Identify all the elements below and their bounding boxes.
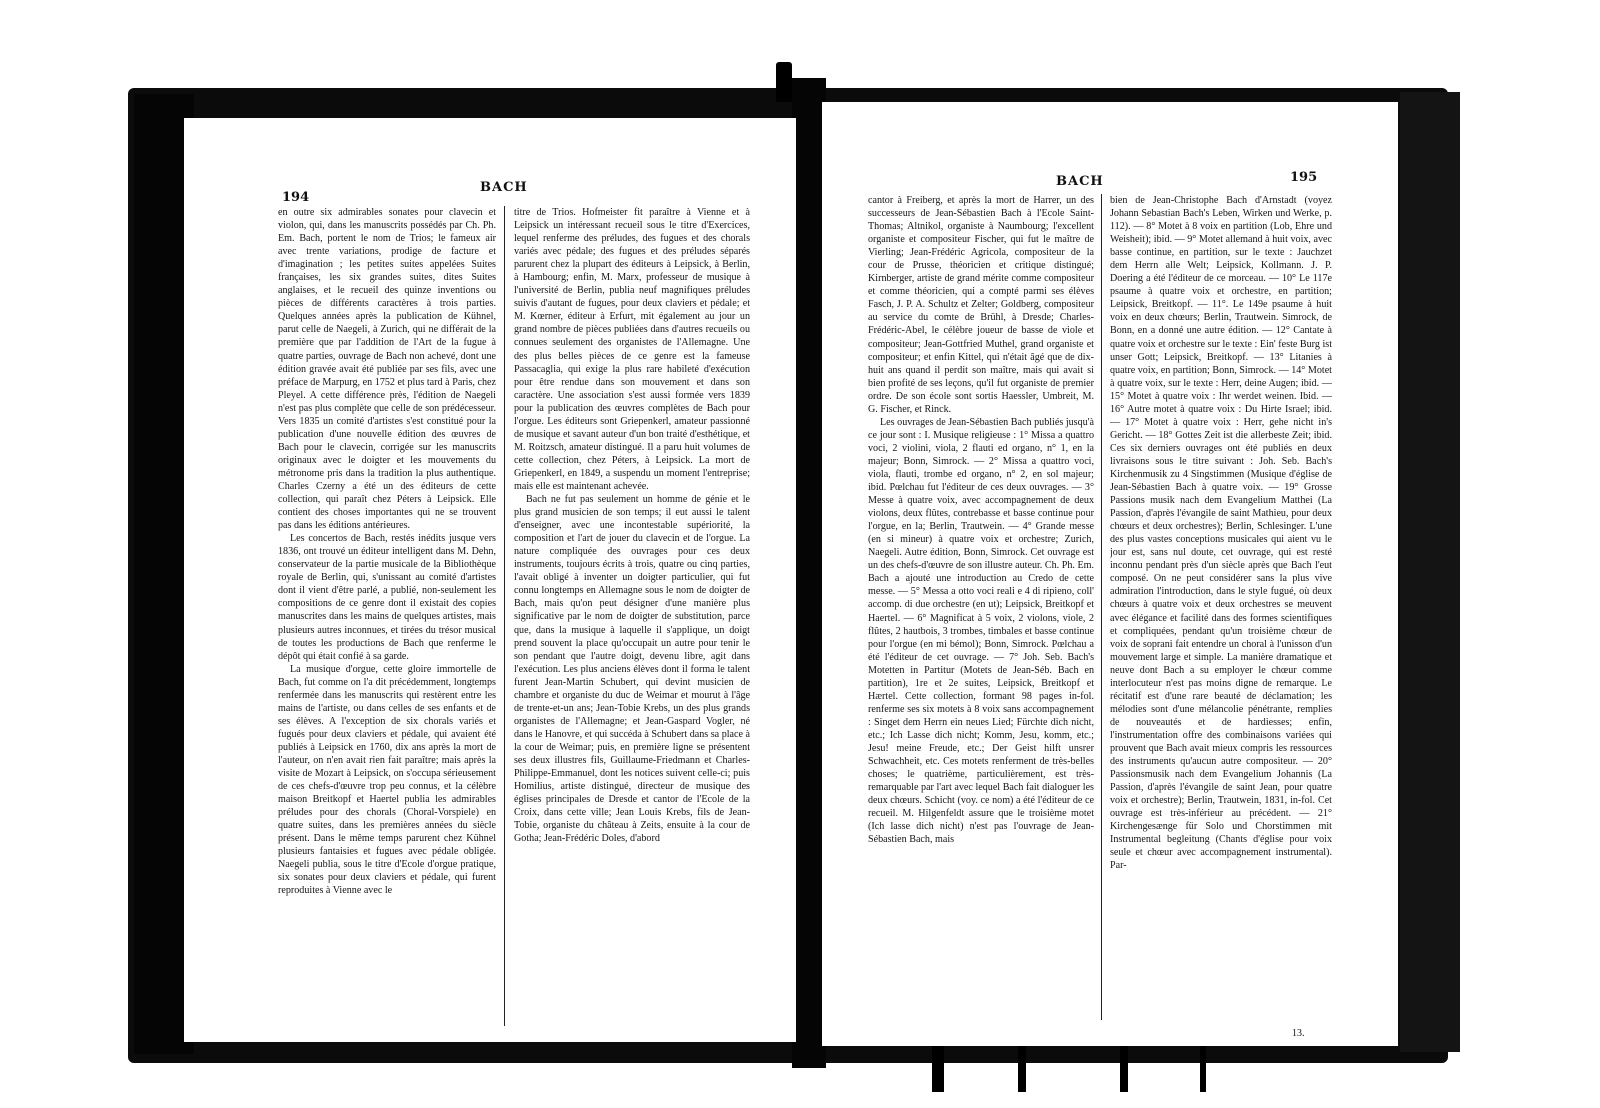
paragraph: titre de Trios. Hofmeister fit paraître à Vienne et à Leipsick un intéressant recueil sous le titre d'Exercices, lequel renferme des préludes, des fugues et des chorals variés avec pédale; des fugues et des préludes séparés parurent chez la plupart des éditeurs à Leipsick, à Berlin, à Hambourg; enfin, M. Marx, professeur de musique à l'université de Berlin, publia neuf magnifiques préludes suivis d'autant de fugues, pour deux claviers et pédale; et M. Kœrner, éditeur à Erfurt, mit également au jour un grand nombre de pièces publiées dans d'autres recueils ou connues seulement des organistes de l'Allemagne. Une des plus belles pièces de ce genre est la fameuse Passacaglia, qui exige la plus rare habileté d'exécution pour être rendue dans son mouvement et dans son caractère. Une association s'est aussi formée vers 1839 pour la publication des œuvres complètes de Bach pour l'orgue. Les éditeurs sont Griepenkerl, amateur passionné de musique et savant auteur d'un bon traité d'esthétique, et M. Roitzsch, amateur distingué. Il a paru huit volumes de cette collection, chez Péters, à Leipsick. La mort de Griepenkerl, en 1849, a suspendu un moment l'entreprise; mais elle est maintenant achevée. [514,207,750,492]
paragraph: La musique d'orgue, cette gloire immortelle de Bach, fut comme on l'a dit précédemment, longtemps renfermée dans les manuscrits qui restèrent entre les mains de l'artiste, ou dans celles de ses enfants et de ses élèves. A l'exception de six chorals variés et fugués pour deux claviers et pédale, qui avaient été publiés à Leipsick en 1760, dix ans après la mort de l'auteur, on n'en avait rien fait paraître; mais après la visite de Mozart à Leipsick, on s'occupa sérieusement de ces chefs-d'œuvre trop peu connus, et la célèbre maison Breitkopf et Haertel publia les admirables préludes pour des chorals (Choral-Vorspiele) en quatre suites, dans les premières années du siècle présent. Dans le même temps parurent chez Kühnel plusieurs fantaisies et fugues avec pédale obligée. Naegeli publia, sous le titre d'Ecole d'orgue pratique, six sonates pour deux claviers et pédale, qui furent reproduites à Vienne avec le [278,663,496,897]
page-number: 194 [282,190,310,205]
paragraph: en outre six admirables sonates pour clavecin et violon, qui, dans les manuscrits possédés par Ch. Ph. Em. Bach, portent le nom de Trios; le fameux air avec trente variations, prodige de facture et d'imagination ; les petites suites appelées Suites françaises, les six grandes suites, dites Suites anglaises, et le recueil des quinze inventions ou pièces de différents caractères à trois parties. Quelques années après la publication de Kühnel, parut celle de Naegeli, à Zurich, qui ne différait de la première que par l'addition de l'Art de la fugue à quatre parties, ouvrage de Bach non achevé, dont une édition gravée avait été publiée par ses fils, avec une préface de Marpurg, en 1752 et plus tard à Paris, chez Pleyel. A cette différence près, l'édition de Naegeli n'est pas plus complète que celle de son prédécesseur. Vers 1835 un comité d'artistes s'est constitué pour la publication d'une nouvelle édition des œuvres de Bach pour le clavecin, corrigée sur les manuscrits originaux avec le doigter et les mouvements du métronome pris dans la tradition la plus authentique. Charles Czerny a été un des éditeurs de cette collection, qui paraît chez Péters à Leipsick. Elle contient des choses importantes qui ne se trouvent pas dans les éditions antérieures. [278,207,496,532]
book-spine [792,78,826,1068]
binding-mark [1200,1040,1206,1092]
paragraph: Bach ne fut pas seulement un homme de génie et le plus grand musicien de son temps; il eut aussi le talent d'enseigner, avec une incontestable supériorité, la composition et l'art de jouer du clavecin et de l'orgue. La nature compliquée des ouvrages pour ces deux instruments, toujours écrits à trois, quatre ou cinq parties, l'avait obligé à inventer un doigter particulier, qui fut connu longtemps en Allemagne sous le nom de doigter de Bach, mais qu'on peut désigner d'une manière plus significative par le nom de doigter de substitution, parce que, dans la musique à laquelle il s'applique, un doigt prend souvent la place qu'occupait un autre pour tenir le son pendant que l'autre doigt, devenu libre, agit dans l'exécution. Les plus anciens élèves dont il forma le talent furent Jean-Martin Schubert, qui devint musicien de chambre et organiste du duc de Weimar et mourut à l'âge de trente-et-un ans; Jean-Tobie Krebs, un des plus grands organistes de l'Allemagne; et Jean-Gaspard Vogler, né dans le Hanovre, et qui succéda à Schubert dans sa place à la cour de Weimar; puis, en première ligne se présentent ses deux illustres fils, Guillaume-Friedmann et Charles-Philippe-Emmanuel, dont les notices suivent celle-ci; puis Homilius, artiste distingué, directeur de musique des églises principales de Dresde et cantor de l'Ecole de la Croix, dans cette ville; Jean Louis Krebs, fils de Jean-Tobie, organiste du château à Zeits, ensuite à la cour de Gotha; Jean-Frédéric Doles, d'abord [514,494,750,845]
left-page [184,118,796,1042]
binding-mark [932,1040,944,1092]
text-column-2 [514,206,750,1040]
signature-mark: 13. [1292,1028,1305,1039]
column-rule [504,206,505,1026]
binding-mark [1120,1040,1128,1092]
text-column-1 [868,194,1094,1024]
paragraph: cantor à Freiberg, et après la mort de Harrer, un des successeurs de Jean-Sébastien Bach à l'Ecole Saint-Thomas; Altnikol, organiste à Naumbourg; l'excellent organiste et compositeur Fischer, qui fut le maître de Vierling; Jean-Frédéric Agricola, compositeur de la cour de Prusse, théoricien et critique distingué; Kirnberger, artiste de grand mérite comme compositeur et comme théoricien, qui a compté parmi ses élèves Fasch, J. P. A. Schultz et Zelter; Goldberg, compositeur au service du comte de Brühl, à Dresde; Charles-Frédéric-Abel, le célèbre joueur de basse de viole et compositeur; Jean-Gottfried Muthel, grand organiste et compositeur; et enfin Kittel, qui n'était âgé que de dix-huit ans quand il perdit son maître, mais qui avait si bien profité de ses leçons, qu'il fut organiste de premier ordre. De son école sont sortis Haessler, Umbreit, M. G. Fischer, et Rinck. [868,195,1094,415]
paragraph: bien de Jean-Christophe Bach d'Arnstadt (voyez Johann Sebastian Bach's Leben, Wirken und Werke, p. 112). — 8° Motet à 8 voix en partition (Lob, Ehre und Weisheit); ibid. — 9° Motet allemand à huit voix, avec basse continue, en partition, sur le texte : Jauchzet dem Herrn alle Welt; Leipsick, Kollmann. J. P. Doering a été l'éditeur de ce morceau. — 10° Le 117e psaume à quatre voix et orchestre, en partition; Leipsick, Breitkopf. — 11°. Le 149e psaume à huit voix en deux chœurs; Berlin, Trautwein. Simrock, de Bonn, en a donné une autre édition. — 12° Cantate à quatre voix et orchestre sur le texte : Ein' feste Burg ist unser Gott; Leipsick, Breitkopf. — 13° Litanies à quatre voix, en partition; Bonn, Simrock. — 14° Motet à quatre voix, sur le texte : Herr, deine Augen; ibid. — 15° Motet à quatre voix : Ihr werdet weinen. Ibid. — 16° Autre motet à quatre voix : Du Hirte Israel; ibid. — 17° Motet à quatre voix : Herr, gehe nicht in's Gericht. — 18° Gottes Zeit ist die allerbeste Zeit; ibid. Ces six derniers ouvrages ont été publiés en deux livraisons sous le titre suivant : Joh. Seb. Bach's Kirchenmusik zu 4 Singstimmen (Musique d'église de Jean-Sébastien Bach à quatre voix. — 19° Grosse Passions musik nach dem Evangelium Matthei (La Passion, d'après l'évangile de saint Mathieu, pour deux chœurs et deux orchestres); Berlin, Schlesinger. L'une des plus vastes conceptions musicales qui aient vu le jour est, sans nul doute, cet ouvrage, qui est resté inconnu pendant près d'un siècle après que Bach l'eut composé. On ne peut considérer sans la plus vive admiration l'introduction, dans le style fugué, où deux chœurs à quatre voix et deux orchestres se meuvent avec élégance et facilité dans des formes scientifiques et compliquées, pendant qu'un troisième chœur de voix de soprani fait entendre un choral à l'unisson d'un mouvement large et simple. La manière dramatique et neuve dont Bach a su employer le chœur comme interlocuteur n'est pas moins digne de remarque. Le récitatif est d'une rare beauté de déclamation; les mélodies sont d'une mélancolie pénétrante, remplies de nouveautés et de hardiesses; enfin, l'instrumentation offre des combinaisons variées qui prouvent que Bach avait mieux compris les ressources des instruments qu'aucun autre compositeur. — 20° Passionsmusik nach dem Evangelium Johannis (La Passion, d'après l'évangile de saint Jean, pour quatre voix et orchestre); Berlin, Trautwein, 1831, in-fol. Cet ouvrage est très-inférieur au précédent. — 21° Kirchengesænge für Solo und Chorstimmen mit Instrumental begleitung (Chants d'église pour voix seule et chœur avec accompagnement instrumental). Par- [1110,195,1332,872]
binding-mark [1018,1040,1026,1092]
right-page [822,102,1398,1046]
running-head: BACH [1056,174,1104,189]
running-head: BACH [480,180,528,195]
text-column-1 [278,206,496,1040]
paragraph: Les ouvrages de Jean-Sébastien Bach publiés jusqu'à ce jour sont : I. Musique religieuse : 1° Missa a quattro voci, 2 violini, viola, 2 flauti ed organo, n° 1, en la majeur; Bonn, Simrock. — 2° Missa a quattro voci, viola, flauti, trombe ed organo, n° 2, en sol majeur; ibid. Pœlchau fut l'éditeur de ces deux ouvrages. — 3° Messe à quatre voix, avec accompagnement de deux violons, deux flûtes, contrebasse et basse continue pour l'orgue, en la; Berlin, Trautwein. — 4° Grande messe (en si mineur) à quatre voix et orchestre; Zurich, Naegeli. Autre édition, Bonn, Simrock. Cet ouvrage est un des chefs-d'œuvre de son illustre auteur. Ch. Ph. Em. Bach a ajouté une introduction au Credo de cette messe. — 5° Messa a otto voci reali e 4 di ripieno, coll' accomp. di due orchestre (en ut); Leipsick, Breitkopf et Haertel. — 6° Magnificat à 5 voix, 2 violons, viole, 2 flûtes, 2 hautbois, 3 trombes, timbales et basse continue pour l'orgue (en mi bémol); Bonn, Simrock. Pœlchau a été l'éditeur de cet ouvrage. — 7° Joh. Seb. Bach's Motetten in Partitur (Motets de Jean-Séb. Bach en partition), 1re et 2e suites, Leipsick, Breitkopf et Hærtel. Cette collection, formant 98 pages in-fol. renferme ses six motets à 8 voix sans accompagnement : Singet dem Herrn ein neues Lied; Fürchte dich nicht, etc.; Ich Lasse dich nicht; Komm, Jesu, komm, etc.; Jesu! meine Freude, etc.; Der Geist hilft unsrer Schwachheit, etc. Ces motets renferment de très-belles choses; le quatrième, particulièrement, est très-remarquable par l'art avec lequel Bach fait dialoguer les deux chœurs. Schicht (voy. ce nom) a été l'éditeur de ce recueil. M. Hilgenfeldt assure que le troisième motet (Ich lasse dich nicht) n'est pas l'ouvrage de Jean-Sébastien Bach, mais [868,416,1094,846]
paragraph: Les concertos de Bach, restés inédits jusque vers 1836, ont trouvé un éditeur intelligent dans M. Dehn, conservateur de la partie musicale de la Bibliothèque royale de Berlin, qui, s'unissant au comité d'artistes dont il vient d'être parlé, a publié, non-seulement les compositions de ce genre dont il existait des copies manuscrites dans les mains de quelques artistes, mais plusieurs autres inconnues, et tirées du trésor musical de toutes les productions de Bach que renferme le dépôt qui était confié à sa garde. [278,533,496,662]
text-column-2 [1110,194,1332,1024]
bookmark-ribbon [776,62,792,102]
page-number: 195 [1290,170,1318,185]
column-rule [1101,194,1102,1020]
book-right-edge [1400,92,1460,1052]
